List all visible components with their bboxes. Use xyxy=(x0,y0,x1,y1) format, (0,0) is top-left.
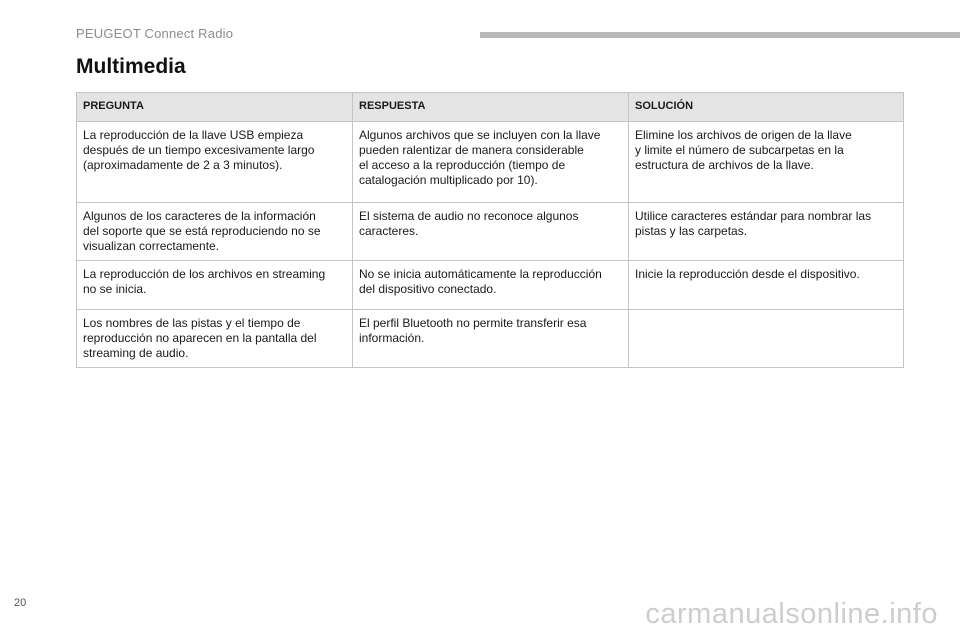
answer-cell: Algunos archivos que se incluyen con la llave pueden ralentizar de manera considerable el acceso a la reproducción (tiempo de catalogación multiplicado por 10). xyxy=(353,122,629,203)
watermark-text: carmanualsonline.info xyxy=(645,598,938,630)
question-cell: Algunos de los caracteres de la información del soporte que se está reproduciendo no se visualizan correctamente. xyxy=(77,203,353,261)
table-row xyxy=(77,203,904,261)
answer-cell: No se inicia automáticamente la reproducción del dispositivo conectado. xyxy=(353,261,629,310)
solution-cell xyxy=(629,310,904,368)
solution-cell: Utilice caracteres estándar para nombrar las pistas y las carpetas. xyxy=(629,203,904,261)
page-number: 20 xyxy=(14,597,27,609)
column-header-solution: SOLUCIÓN xyxy=(629,93,904,122)
solution-cell: Elimine los archivos de origen de la llave y limite el número de subcarpetas en la estructura de archivos de la llave. xyxy=(629,122,904,203)
table-header-row xyxy=(77,93,904,122)
header-divider-bar xyxy=(480,32,960,38)
solution-cell: Inicie la reproducción desde el dispositivo. xyxy=(629,261,904,310)
answer-cell: El perfil Bluetooth no permite transferir esa información. xyxy=(353,310,629,368)
column-header-question: PREGUNTA xyxy=(77,93,353,122)
table-row xyxy=(77,310,904,368)
question-cell: La reproducción de la llave USB empieza después de un tiempo excesivamente largo (aproximadamente de 2 a 3 minutos). xyxy=(77,122,353,203)
faq-table xyxy=(76,92,904,368)
document-header-title: PEUGEOT Connect Radio xyxy=(76,26,234,41)
question-cell: Los nombres de las pistas y el tiempo de reproducción no aparecen en la pantalla del streaming de audio. xyxy=(77,310,353,368)
column-header-answer: RESPUESTA xyxy=(353,93,629,122)
table-row xyxy=(77,261,904,310)
question-cell: La reproducción de los archivos en streaming no se inicia. xyxy=(77,261,353,310)
answer-cell: El sistema de audio no reconoce algunos caracteres. xyxy=(353,203,629,261)
table-row xyxy=(77,122,904,203)
section-title: Multimedia xyxy=(76,55,186,78)
